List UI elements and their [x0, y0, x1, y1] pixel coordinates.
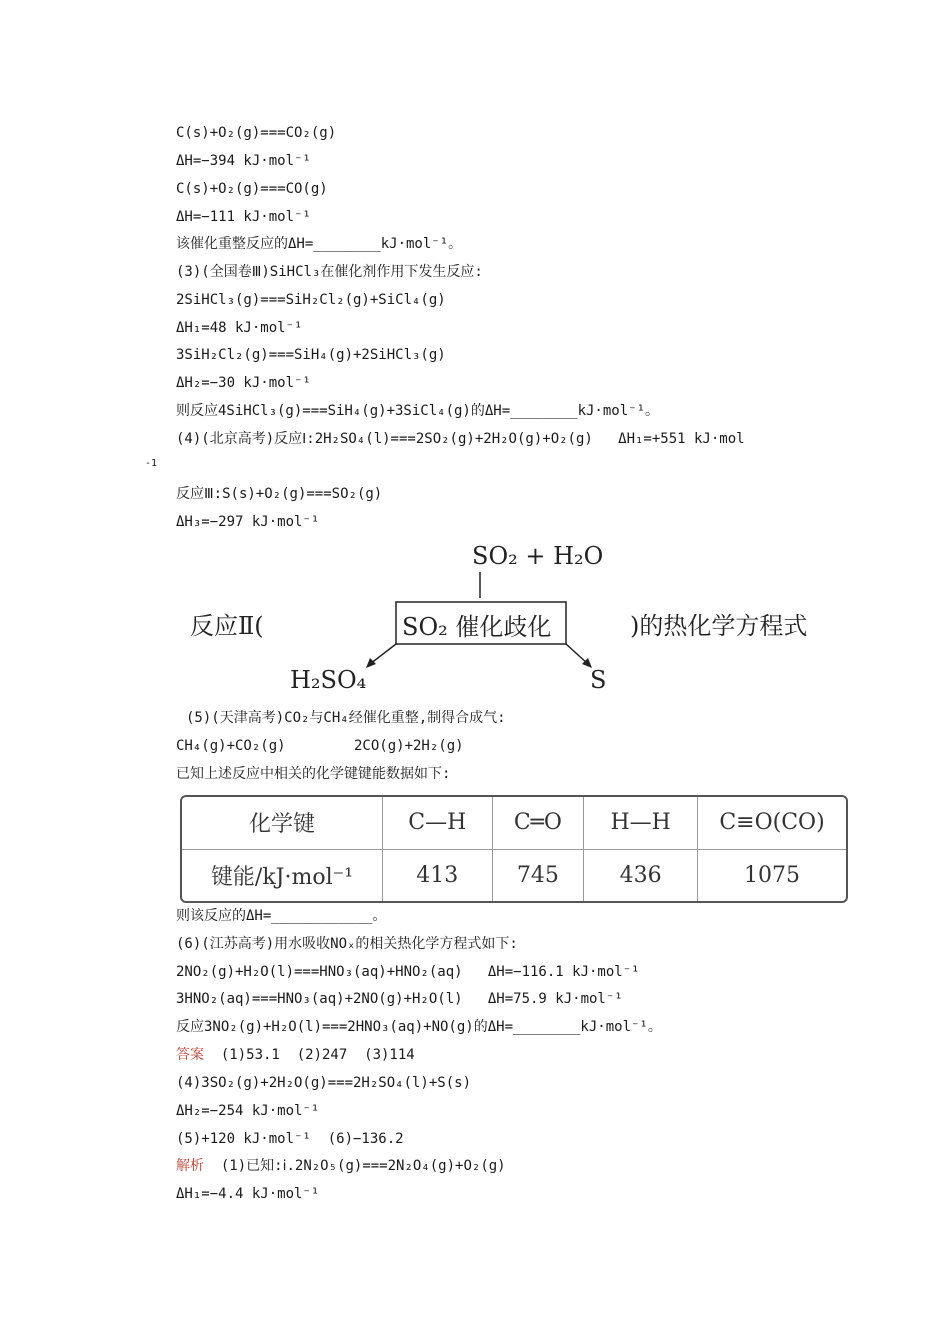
- equation-line: C(s)+O₂(g)===CO₂(g): [176, 125, 337, 141]
- table-header-cell: 化学键: [182, 797, 383, 849]
- answer-line: (4)3SO₂(g)+2H₂O(g)===2H₂SO₄(l)+S(s): [176, 1075, 472, 1091]
- table-cell: 键能/kJ·mol⁻¹: [182, 849, 383, 901]
- table-header-cell: H—H: [584, 797, 698, 849]
- enthalpy-line: ΔH=−111 kJ·mol⁻¹: [176, 209, 311, 225]
- equation-line: 3HNO₂(aq)===HNO₃(aq)+2NO(g)+H₂O(l) ΔH=75.9 kJ·mol⁻¹: [176, 991, 623, 1007]
- enthalpy-line: ΔH₂=−30 kJ·mol⁻¹: [176, 375, 311, 391]
- diagram-top-label: SO₂ + H₂O: [472, 542, 604, 570]
- answer-line: (5)+120 kJ·mol⁻¹ (6)−136.2: [176, 1131, 404, 1147]
- arrow-right-line: [566, 644, 588, 664]
- question-line: 反应3NO₂(g)+H₂O(l)===2HNO₃(aq)+NO(g)的ΔH=________kJ·mol⁻¹。: [176, 1019, 662, 1035]
- table-header-cell: C≡O(CO): [698, 797, 847, 849]
- explanation-label: 解析: [176, 1158, 204, 1174]
- wrapped-exponent: -1: [145, 458, 158, 469]
- reaction-diagram: [170, 540, 850, 700]
- enthalpy-line: ΔH=−394 kJ·mol⁻¹: [176, 153, 311, 169]
- explanation-text: (1)已知:ⅰ.2N₂O₅(g)===2N₂O₄(g)+O₂(g): [204, 1158, 506, 1174]
- diagram-bottom-right: S: [590, 666, 607, 694]
- table-cell: 745: [492, 849, 584, 901]
- diagram-right-text: )的热化学方程式: [630, 612, 808, 640]
- diagram-bottom-left: H₂SO₄: [290, 666, 367, 694]
- equation-line: 3SiH₂Cl₂(g)===SiH₄(g)+2SiHCl₃(g): [176, 347, 446, 363]
- question-heading: (3)(全国卷Ⅲ)SiHCl₃在催化剂作用下发生反应:: [176, 264, 483, 280]
- question-heading: (4)(北京高考)反应Ⅰ:2H₂SO₄(l)===2SO₂(g)+2H₂O(g)+O₂(g) ΔH₁=+551 kJ·mol: [176, 431, 745, 447]
- enthalpy-line: ΔH₁=48 kJ·mol⁻¹: [176, 320, 303, 336]
- question-line: 已知上述反应中相关的化学键键能数据如下:: [176, 766, 451, 782]
- explanation-line: ΔH₁=−4.4 kJ·mol⁻¹: [176, 1186, 320, 1202]
- question-heading: (6)(江苏高考)用水吸收NOₓ的相关热化学方程式如下:: [176, 936, 518, 952]
- answer-label: 答案: [176, 1047, 204, 1063]
- explanation-line: [176, 1157, 506, 1175]
- table-header-cell: C═O: [492, 797, 584, 849]
- table-header-cell: C—H: [383, 797, 493, 849]
- enthalpy-line: ΔH₃=−297 kJ·mol⁻¹: [176, 514, 320, 530]
- table-cell: 436: [584, 849, 698, 901]
- equation-line: 2SiHCl₃(g)===SiH₂Cl₂(g)+SiCl₄(g): [176, 292, 446, 308]
- table-cell: 413: [383, 849, 493, 901]
- table-cell: 1075: [698, 849, 847, 901]
- diagram-center-label: SO₂ 催化歧化: [402, 613, 552, 641]
- question-line: 则反应4SiHCl₃(g)===SiH₄(g)+3SiCl₄(g)的ΔH=________kJ·mol⁻¹。: [176, 403, 660, 419]
- answer-text: (1)53.1 (2)247 (3)114: [204, 1047, 415, 1063]
- question-line: 则该反应的ΔH=____________。: [176, 908, 387, 924]
- answer-line: [176, 1046, 415, 1064]
- equation-line: 反应Ⅲ:S(s)+O₂(g)===SO₂(g): [176, 486, 383, 502]
- arrow-left-line: [370, 644, 396, 664]
- equation-left: CH₄(g)+CO₂(g): [176, 738, 286, 754]
- arrow-left-head: [366, 658, 376, 668]
- question-heading: (5)(天津高考)CO₂与CH₄经催化重整,制得合成气:: [186, 710, 506, 726]
- equation-line: C(s)+O₂(g)===CO(g): [176, 181, 328, 197]
- table-row: [182, 849, 846, 901]
- question-line: 该催化重整反应的ΔH=________kJ·mol⁻¹。: [176, 236, 463, 252]
- equation-right: 2CO(g)+2H₂(g): [354, 738, 464, 754]
- answer-line: ΔH₂=−254 kJ·mol⁻¹: [176, 1103, 320, 1119]
- equation-line: 2NO₂(g)+H₂O(l)===HNO₃(aq)+HNO₂(aq) ΔH=−116.1 kJ·mol⁻¹: [176, 964, 640, 980]
- bond-energy-table: [180, 795, 848, 903]
- table-row: [182, 797, 846, 849]
- diagram-left-text: 反应Ⅱ(: [190, 612, 264, 640]
